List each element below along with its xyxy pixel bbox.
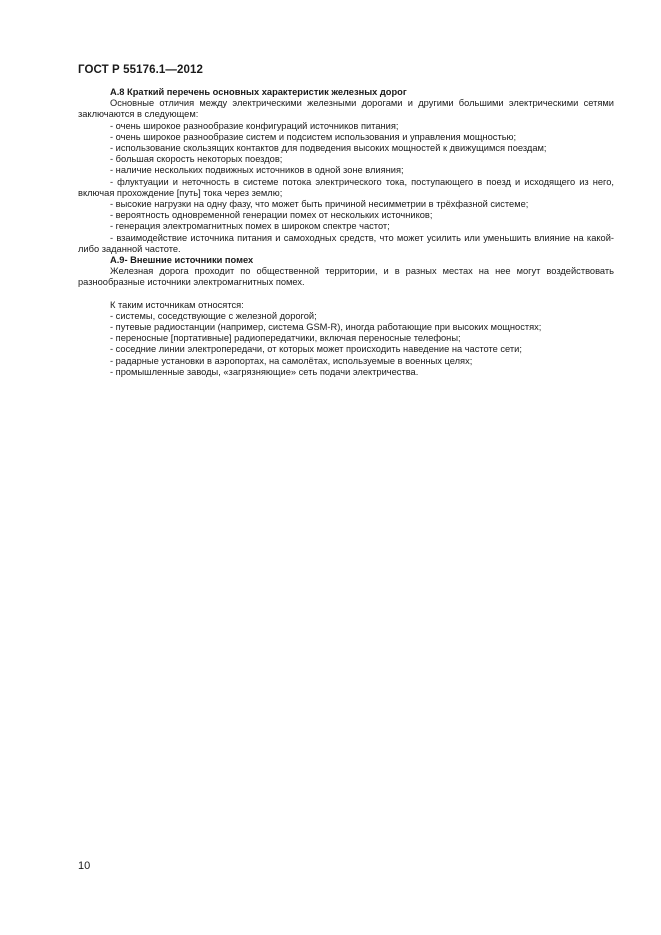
list-item: - соседние линии электропередачи, от которых может происходить наведение на частоте сети; [110,344,522,355]
list-item: - радарные установки в аэропортах, на самолётах, используемые в военных целях; [110,355,473,366]
document-id-header: ГОСТ Р 55176.1—2012 [78,64,203,76]
list-item: - использование скользящих контактов для подведения высоких мощностей к движущимся поездам; [110,143,547,154]
list-item: - генерация электромагнитных помех в широком спектре частот; [110,221,390,232]
list-item: - флуктуации и неточность в системе потока электрического тока, поступающего в поезд и исходящего из него, включая прохождение [путь] тока через землю; [78,176,614,198]
list-item: - вероятность одновременной генерации помех от нескольких источников; [110,210,433,221]
list-item: - переносные [портативные] радиопередатчики, включая переносные телефоны; [110,333,461,344]
list-item: - наличие нескольких подвижных источников в одной зоне влияния; [110,165,404,176]
list-item: - путевые радиостанции (например, система GSM-R), иногда работающие при высоких мощностях; [110,322,542,333]
list-item: - промышленные заводы, «загрязняющие» сеть подачи электричества. [110,366,419,377]
list-item: - большая скорость некоторых поездов; [110,154,283,165]
list-item: - системы, соседствующие с железной дорогой; [110,310,317,321]
section-a9-heading: А.9- Внешние источники помех [110,255,254,266]
document-body [78,87,614,378]
list-item: - высокие нагрузки на одну фазу, что может быть причиной несимметрии в трёхфазной системе; [110,199,529,210]
section-a9-intro: Железная дорога проходит по общественной территории, и в разных местах на нее могут воздействовать разнообразные источники электромагнитных помех. [78,266,614,288]
section-a8-heading: А.8 Краткий перечень основных характеристик железных дорог [110,87,407,97]
paragraph-gap [78,289,614,300]
list-item: - взаимодействие источника питания и самоходных средств, что может усилить или уменьшить влияние на какой-либо заданной частоте. [78,232,614,254]
page-number: 10 [78,860,91,872]
section-a8-intro: Основные отличия между электрическими железными дорогами и другими большими электрическими сетями заключаются в следующем: [78,98,614,120]
list-item: - очень широкое разнообразие систем и подсистем использования и управления мощностью; [110,131,517,142]
list-item: - очень широкое разнообразие конфигураций источников питания; [110,120,399,131]
section-a9-list-intro: К таким источникам относятся: [110,299,244,310]
